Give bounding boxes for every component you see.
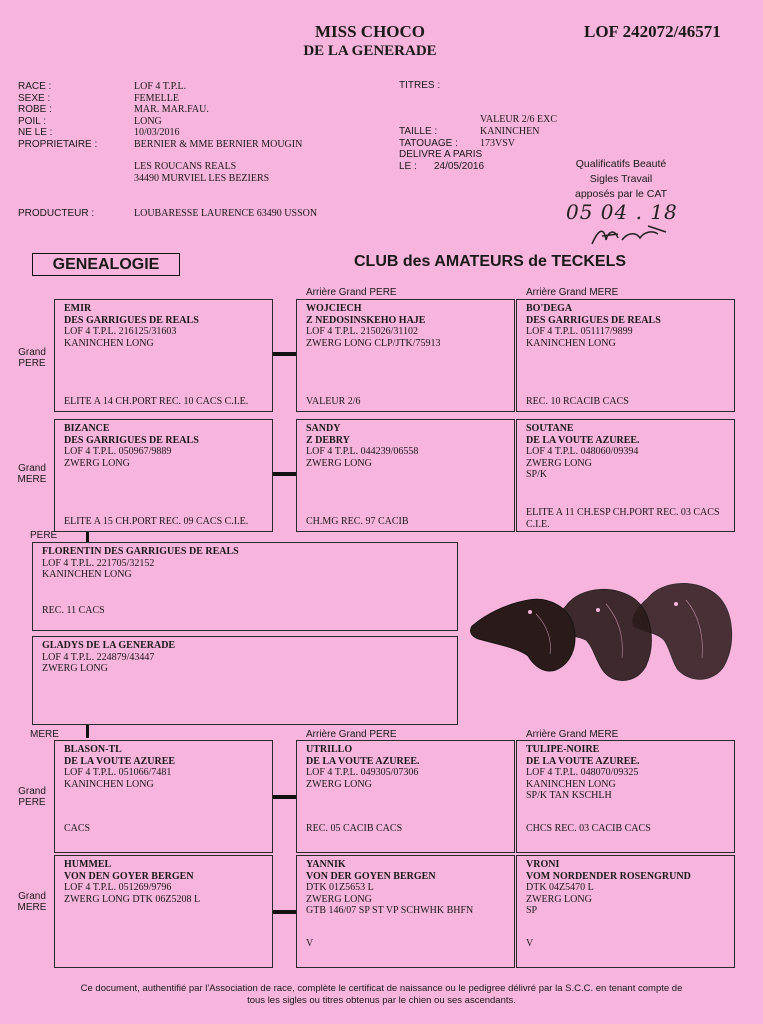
dam-granddam-dam-card: VRONI VOM NORDENDER ROSENGRUND DTK 04Z5470 L ZWERG LONG SP V xyxy=(516,855,735,968)
sire-card: FLORENTIN DES GARRIGUES DE REALS LOF 4 T.P.L. 221705/32152 KANINCHEN LONG REC. 11 CACS xyxy=(32,542,458,631)
dam-grandsire-sire-card: UTRILLO DE LA VOUTE AZUREE. LOF 4 T.P.L. 049305/07306 ZWERG LONG REC. 05 CACIB CACS xyxy=(296,740,515,853)
sire-granddam-dam-card: SOUTANE DE LA VOUTE AZUREE. LOF 4 T.P.L. 048060/09394 ZWERG LONG SP/K ELITE A 11 CH.ESP CH.PORT REC. 03 CACS C.I.E. xyxy=(516,419,735,532)
le-label: LE : xyxy=(399,161,417,172)
grand-pere-label-1: Grand PERE xyxy=(18,347,46,369)
dam-granddam-sire-card: YANNIK VON DER GOYEN BERGEN DTK 01Z5653 L ZWERG LONG GTB 146/07 SP ST VP SCHWHK BHFN V xyxy=(296,855,515,968)
agm-label-top: Arrière Grand MERE xyxy=(526,287,619,298)
footer-note: Ce document, authentifié par l'Association de race, complète le certificat de naissance ou le pedigree délivré par la S.C.C. en tenant compte de tous les sigles ou titres obtenus par le chien ou ses ascendants. xyxy=(80,983,683,1006)
titres-label: TITRES : xyxy=(399,80,441,91)
kennel-name: DE LA GENERADE xyxy=(303,43,437,59)
le-value: 24/05/2016 xyxy=(434,161,485,172)
connector xyxy=(273,472,296,476)
owner-address-2: 34490 MURVIEL LES BEZIERS xyxy=(134,172,270,184)
producer-label: PRODUCTEUR : xyxy=(18,208,95,219)
qualificatifs-note: Qualificatifs Beauté Sigles Travail apposés par le CAT xyxy=(574,158,668,200)
sire-granddam-sire-card: SANDY Z DEBRY LOF 4 T.P.L. 044239/06558 ZWERG LONG CH.MG REC. 97 CACIB xyxy=(296,419,515,532)
sire-grandsire-sire-card: WOJCIECH Z NEDOSINSKEHO HAJE LOF 4 T.P.L. 215026/31102 ZWERG LONG CLP/JTK/75913 VALEUR 2/6 xyxy=(296,299,515,412)
dog-name: MISS CHOCO xyxy=(314,22,426,41)
dam-grandsire-card: BLASON-TL DE LA VOUTE AZUREE LOF 4 T.P.L. 051066/7481 KANINCHEN LONG CACS xyxy=(54,740,273,853)
dam-granddam-card: HUMMEL VON DEN GOYER BERGEN LOF 4 T.P.L. 051269/9796 ZWERG LONG DTK 06Z5208 L xyxy=(54,855,273,968)
dam-grandsire-dam-card: TULIPE-NOIRE DE LA VOUTE AZUREE. LOF 4 T.P.L. 048070/09325 KANINCHEN LONG SP/K TAN KSCHLH CHCS REC. 03 CACIB CACS xyxy=(516,740,735,853)
pere-label: PERE xyxy=(30,530,58,541)
mere-label: MERE xyxy=(30,729,59,740)
connector xyxy=(86,725,89,738)
agp-label-top: Arrière Grand PERE xyxy=(306,287,397,298)
grand-pere-label-2: Grand PERE xyxy=(18,786,46,808)
connector xyxy=(273,910,296,914)
genealogie-heading: GENEALOGIE xyxy=(32,253,180,276)
connector xyxy=(273,795,296,799)
connector xyxy=(273,352,296,356)
agp-label-bottom: Arrière Grand PERE xyxy=(306,729,397,740)
dam-card: GLADYS DE LA GENERADE LOF 4 T.P.L. 224879/43447 ZWERG LONG xyxy=(32,636,458,725)
sire-grandsire-card: EMIR DES GARRIGUES DE REALS LOF 4 T.P.L. 216125/31603 KANINCHEN LONG ELITE A 14 CH.PORT REC. 10 CACS C.I.E. xyxy=(54,299,273,412)
delivre-label: DELIVRE A PARIS xyxy=(399,149,483,160)
taille-value: KANINCHEN xyxy=(480,126,540,137)
grand-mere-label-1: Grand MERE xyxy=(17,463,47,485)
lof-number: LOF 242072/46571 xyxy=(584,22,721,41)
agm-label-bottom: Arrière Grand MERE xyxy=(526,729,619,740)
sire-grandsire-dam-card: BO'DEGA DES GARRIGUES DE REALS LOF 4 T.P.L. 051117/9899 KANINCHEN LONG REC. 10 RCACIB CACS xyxy=(516,299,735,412)
taille-label: TAILLE : xyxy=(399,126,438,137)
owner-address-1: LES ROUCANS REALS xyxy=(134,161,237,172)
connector xyxy=(86,532,89,542)
tatouage-label: TATOUAGE : xyxy=(399,138,458,149)
signature xyxy=(588,222,688,250)
handwritten-date: 05 04 . 18 xyxy=(566,200,678,224)
detail-labels: RACE : SEXE : ROBE : POIL : NE LE : PROPRIETAIRE : xyxy=(18,81,98,150)
valeur: VALEUR 2/6 EXC xyxy=(480,114,558,125)
detail-values: LOF 4 T.P.L. FEMELLE MAR. MAR.FAU. LONG 10/03/2016 BERNIER & MME BERNIER MOUGIN LES ROUCANS REALS 34490 MURVIEL LES BEZIERS xyxy=(134,81,384,184)
tatouage-value: 173VSV xyxy=(480,138,516,149)
producer-value: LOUBARESSE LAURENCE 63490 USSON xyxy=(134,208,318,219)
grand-mere-label-2: Grand MERE xyxy=(17,891,47,913)
dog-heads-illustration xyxy=(466,574,738,688)
club-heading: CLUB des AMATEURS de TECKELS xyxy=(354,253,627,270)
sire-granddam-card: BIZANCE DES GARRIGUES DE REALS LOF 4 T.P.L. 050967/9889 ZWERG LONG ELITE A 15 CH.PORT REC. 09 CACS C.I.E. xyxy=(54,419,273,532)
